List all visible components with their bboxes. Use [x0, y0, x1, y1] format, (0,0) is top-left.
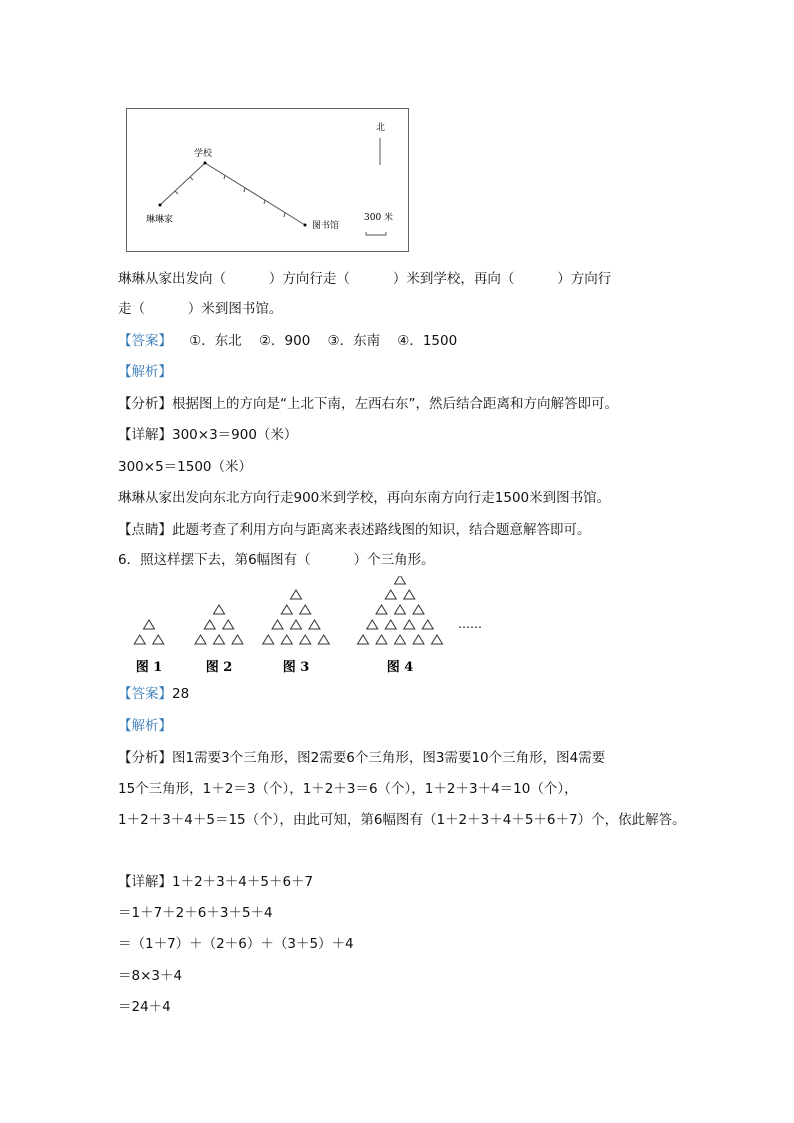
figure-3 [263, 590, 330, 675]
triangle-icon [309, 620, 320, 629]
detail-line: 琳琳从家出发向东北方向行走900米到学校，再向东南方向行走1500米到图书馆。 [118, 490, 611, 506]
map-label-school: 学校 [194, 149, 213, 159]
triangle-icon [232, 635, 243, 644]
question-5-text-cont: 走（ ）米到图书馆。 [118, 301, 283, 317]
triangle-pattern-figure [118, 576, 508, 678]
answer-label: 【答案】 [118, 686, 172, 702]
triangle-icon [291, 590, 302, 599]
detail-line: ＝1＋7＋2＋6＋3＋5＋4 [118, 905, 273, 921]
detail-line: ＝24＋4 [118, 999, 171, 1015]
triangle-icon [223, 620, 234, 629]
triangle-icon [300, 635, 311, 644]
triangle-icon [144, 620, 155, 629]
triangle-icon [291, 620, 302, 629]
triangle-icon [413, 635, 424, 644]
figure-label: 图 4 [386, 660, 414, 675]
triangle-icon [404, 620, 415, 629]
detail-line: 【详解】300×3＝900（米） [118, 427, 298, 443]
answer-5 [118, 331, 457, 351]
answer-values: ①．东北 ②．900 ③．东南 ④．1500 [172, 333, 458, 349]
triangle-icon [385, 620, 396, 629]
triangle-icon [300, 605, 311, 614]
triangle-icon [395, 635, 406, 644]
answer-label: 【答案】 [118, 333, 172, 349]
triangle-icon [318, 635, 329, 644]
triangle-icon [432, 635, 443, 644]
detail-line: 【详解】1＋2＋3＋4＋5＋6＋7 [118, 874, 314, 890]
route-map-figure [126, 108, 410, 253]
triangle-icon [281, 635, 292, 644]
answer-value: 28 [172, 686, 190, 702]
triangle-icon [134, 635, 145, 644]
ellipsis: …… [458, 617, 482, 631]
scale-label: 300 米 [364, 213, 394, 223]
analysis-text: 1＋2＋3＋4＋5＝15（个），由此可知，第6幅图有（1＋2＋3＋4＋5＋6＋7）个，依此解答。 [118, 812, 686, 828]
triangle-icon [195, 635, 206, 644]
triangle-icon [385, 590, 396, 599]
remark-text: 【点睛】此题考查了利用方向与距离来表述路线图的知识，结合题意解答即可。 [118, 522, 591, 538]
question-6-text: 6．照这样摆下去，第6幅图有（ ）个三角形。 [118, 552, 435, 568]
question-5-text: 琳琳从家出发向（ ）方向行走（ ）米到学校，再向（ ）方向行 [118, 271, 612, 287]
map-label-home: 琳琳家 [146, 215, 174, 225]
figure-label: 图 1 [135, 660, 163, 675]
triangle-icon [376, 635, 387, 644]
triangle-icon [272, 620, 283, 629]
figure-label: 图 3 [282, 660, 310, 675]
triangle-icon [395, 605, 406, 614]
triangle-icon [214, 605, 225, 614]
triangle-icon [214, 635, 225, 644]
triangle-icon [153, 635, 164, 644]
figure-1 [134, 620, 164, 675]
answer-6 [118, 684, 189, 704]
figure-4 [358, 576, 443, 675]
analysis-label: 【解析】 [118, 364, 172, 380]
triangle-icon [395, 576, 406, 584]
figure-label: 图 2 [205, 660, 233, 675]
triangle-icon [204, 620, 215, 629]
figure-2 [195, 605, 243, 675]
triangle-icon [358, 635, 369, 644]
triangle-icon [404, 590, 415, 599]
analysis-text: 15个三角形，1＋2＝3（个），1＋2＋3＝6（个），1＋2＋3＋4＝10（个）， [118, 781, 578, 797]
detail-line: ＝8×3＋4 [118, 968, 183, 984]
analysis-text: 【分析】根据图上的方向是“上北下南，左西右东”，然后结合距离和方向解答即可。 [118, 396, 618, 412]
analysis-text: 【分析】图1需要3个三角形，图2需要6个三角形，图3需要10个三角形，图4需要 [118, 750, 606, 766]
detail-line: 300×5＝1500（米） [118, 459, 253, 475]
north-label: 北 [376, 123, 386, 133]
triangle-icon [263, 635, 274, 644]
triangle-icon [281, 605, 292, 614]
triangle-icon [422, 620, 433, 629]
map-label-library: 图书馆 [312, 221, 340, 231]
triangle-icon [413, 605, 424, 614]
detail-line: ＝（1＋7）＋（2＋6）＋（3＋5）＋4 [118, 936, 354, 952]
triangle-icon [376, 605, 387, 614]
triangle-icon [367, 620, 378, 629]
analysis-label: 【解析】 [118, 718, 172, 734]
